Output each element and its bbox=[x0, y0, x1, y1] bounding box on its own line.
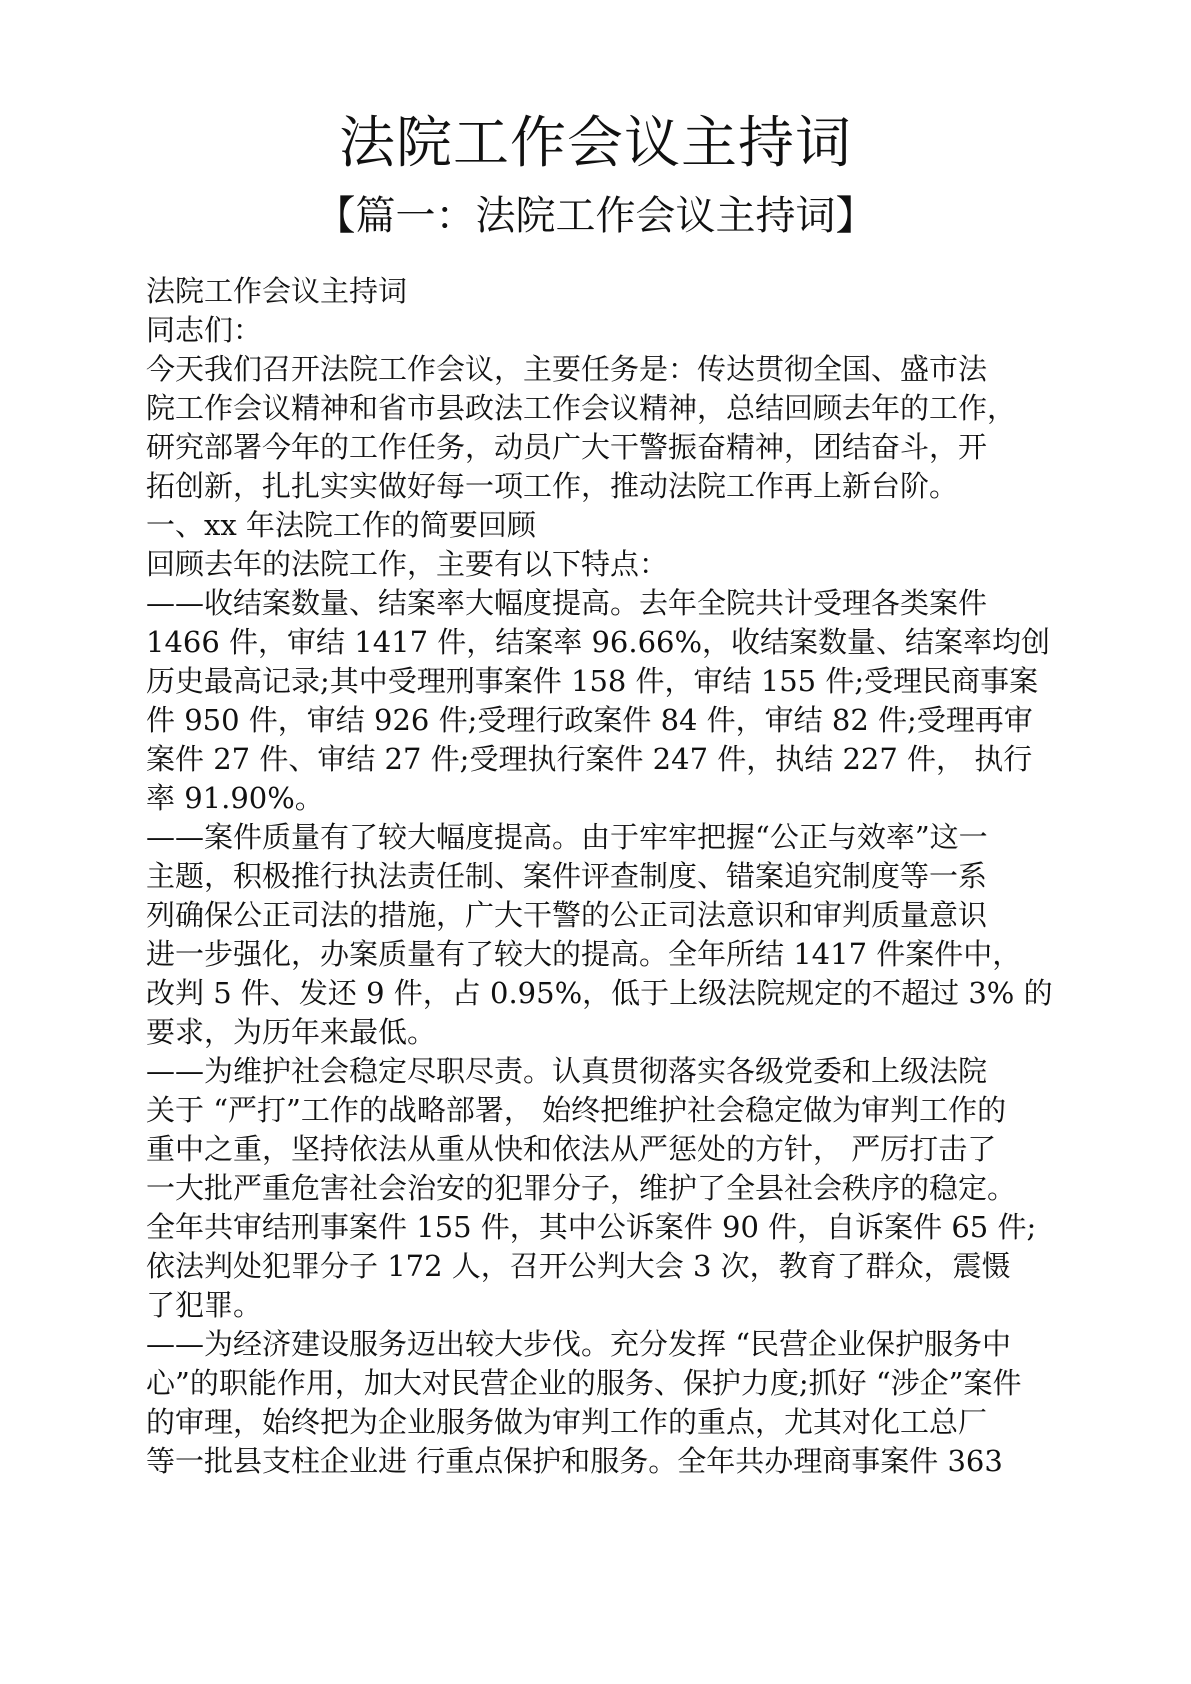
text-line: 列确保公正司法的措施，广大干警的公正司法意识和审判质量意识 bbox=[146, 898, 988, 932]
text-line: 今天我们召开法院工作会议，主要任务是：传达贯彻全国、盛市法 bbox=[146, 352, 988, 386]
text-line: 全年共审结刑事案件 155 件，其中公诉案件 90 件，自诉案件 65 件; bbox=[146, 1210, 1037, 1244]
text-line: 进一步强化，办案质量有了较大的提高。全年所结 1417 件案件中， bbox=[146, 937, 1022, 971]
text-line: 率 91.90%。 bbox=[146, 781, 324, 815]
text-line: 研究部署今年的工作任务，动员广大干警振奋精神，团结奋斗，开 bbox=[146, 430, 988, 464]
text-line: ——为维护社会稳定尽职尽责。认真贯彻落实各级党委和上级法院 bbox=[146, 1054, 988, 1088]
text-line: ——案件质量有了较大幅度提高。由于牢牢把握“公正与效率”这一 bbox=[146, 820, 988, 854]
text-line: 心”的职能作用，加大对民营企业的服务、保护力度;抓好 “涉企”案件 bbox=[146, 1366, 1022, 1400]
text-line: 关于 “严打”工作的战略部署， 始终把维护社会稳定做为审判工作的 bbox=[146, 1093, 1007, 1127]
text-line: 一、xx 年法院工作的简要回顾 bbox=[146, 508, 536, 542]
text-line: 改判 5 件、发还 9 件，占 0.95%，低于上级法院规定的不超过 3% 的 bbox=[146, 976, 1053, 1010]
document-body bbox=[146, 272, 1086, 1481]
text-line: ——收结案数量、结案率大幅度提高。去年全院共计受理各类案件 bbox=[146, 586, 988, 620]
text-line: 历史最高记录;其中受理刑事案件 158 件，审结 155 件;受理民商事案 bbox=[146, 664, 1039, 698]
text-line: 主题，积极推行执法责任制、案件评查制度、错案追究制度等一系 bbox=[146, 859, 988, 893]
text-line: 要求，为历年来最低。 bbox=[146, 1015, 437, 1049]
section-heading: 【篇一：法院工作会议主持词】 bbox=[315, 193, 876, 239]
document-title: 法院工作会议主持词 bbox=[339, 111, 852, 176]
text-line: ——为经济建设服务迈出较大步伐。充分发挥 “民营企业保护服务中 bbox=[146, 1327, 1012, 1361]
text-line: 重中之重，坚持依法从重从快和依法从严惩处的方针， 严厉打击了 bbox=[146, 1132, 997, 1166]
text-line: 等一批县支柱企业进 行重点保护和服务。全年共办理商事案件 363 bbox=[146, 1444, 1003, 1478]
text-line: 件 950 件，审结 926 件;受理行政案件 84 件，审结 82 件;受理再审 bbox=[146, 703, 1033, 737]
text-line: 依法判处犯罪分子 172 人，召开公判大会 3 次，教育了群众，震慑 bbox=[146, 1249, 1011, 1283]
text-line: 1466 件，审结 1417 件，结案率 96.66%，收结案数量、结案率均创 bbox=[146, 625, 1051, 659]
text-line: 一大批严重危害社会治安的犯罪分子，维护了全县社会秩序的稳定。 bbox=[146, 1171, 1017, 1205]
text-line: 同志们： bbox=[146, 313, 263, 347]
text-line: 的审理，始终把为企业服务做为审判工作的重点，尤其对化工总厂 bbox=[146, 1405, 988, 1439]
text-line: 拓创新，扎扎实实做好每一项工作，推动法院工作再上新台阶。 bbox=[146, 469, 959, 503]
text-line: 回顾去年的法院工作，主要有以下特点： bbox=[146, 547, 669, 581]
text-line: 了犯罪。 bbox=[146, 1288, 263, 1322]
text-line: 院工作会议精神和省市县政法工作会议精神，总结回顾去年的工作， bbox=[146, 391, 1017, 425]
text-line: 法院工作会议主持词 bbox=[146, 274, 408, 308]
text-line: 案件 27 件、审结 27 件;受理执行案件 247 件，执结 227 件， 执行 bbox=[146, 742, 1033, 776]
